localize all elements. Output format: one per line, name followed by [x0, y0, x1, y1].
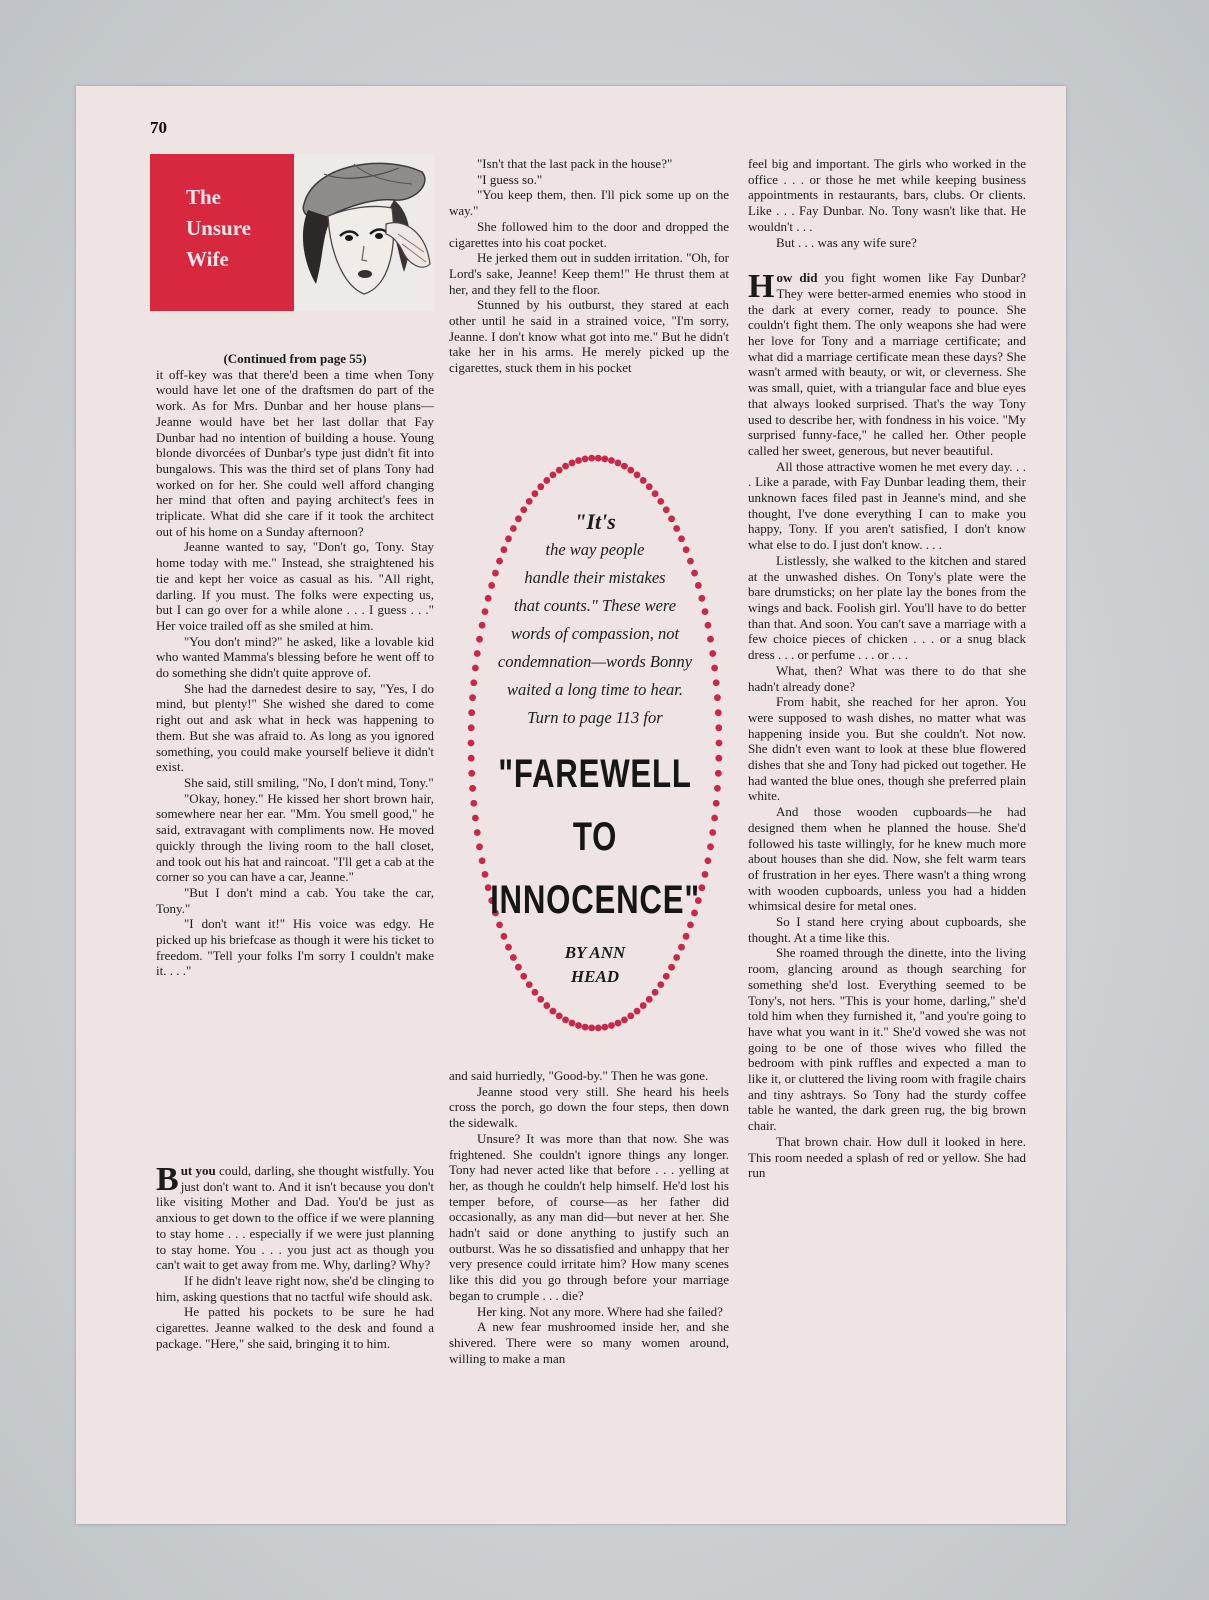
paragraph-text: you fight women like Fay Dunbar? They were better-armed enemies who stood in the dark at every corner, ready to pounce. She couldn't fight them. The only weapons she had were her love for Tony and a marriage certificate; and what did a marriage certificate mean these days? She wasn't armed with beauty, or wit, or cleverness. She was small, quiet, with a triangular face and blue eyes that always looked surprised. That's the way Tony used to describe her, with fondness in his voice. "My surprised funny-face," he called her. Other people called her sweet, generous, but never beautiful.	[748, 270, 1027, 458]
paragraph: Jeanne stood very still. She heard his heels cross the porch, go down the four steps, then down the sidewalk.	[449, 1083, 729, 1131]
paragraph: Listlessly, she walked to the kitchen and stared at the unwashed dishes. On Tony's plate were the bare drumsticks; on her plate lay the bones from the wings and back. Foolish girl. You'll have to do better than that. And soon. You can't save a marriage with a few choice pieces of chicken . . . or a snug black dress . . . or perfume . . . or . . .	[748, 552, 1026, 663]
paragraph: She said, still smiling, "No, I don't mind, Tony."	[184, 774, 434, 790]
paragraph: He patted his pockets to be sure he had cigarettes. Jeanne walked to the desk and found a package. "Here," she said, bringing it to him.	[156, 1304, 434, 1351]
paragraph: Jeanne wanted to say, "Don't go, Tony. Stay home today with me." Instead, she straightened his tie and kept her voice as casual as his. "All right, darling. If you must. The folks were expecting us, but I can go over for a while alone . . . I guess . . ." Her voice trailed off as she smiled at him.	[156, 539, 434, 633]
drop-cap: B	[156, 1161, 179, 1198]
byline-line: BY ANN	[564, 943, 626, 962]
page-number: 70	[150, 118, 167, 137]
quote-line: words of compassion, not	[510, 624, 680, 643]
paragraph: Her king. Not any more. Where had she failed?	[477, 1303, 723, 1319]
paragraph: She followed him to the door and dropped the cigarettes into his coat pocket.	[449, 218, 729, 250]
paragraph: What, then? What was there to do that she hadn't already done?	[748, 662, 1026, 694]
continued-note: (Continued from page 55)	[223, 351, 367, 366]
story-title	[186, 182, 251, 275]
byline-line: HEAD	[570, 967, 620, 986]
title-line: Unsure	[186, 216, 251, 240]
paragraph: She had the darnedest desire to say, "Yes, I do mind, but plenty!" She wished she dared to come right out and ask what in heck was happening to them. But she was afraid to. As long as you ignored something, you could make yourself believe it didn't exist.	[156, 680, 434, 775]
paragraph: "I don't want it!" His voice was edgy. He picked up his briefcase as though it were his ticket to freedom. "Tell your folks I'm sorry I couldn't make it. . . ."	[156, 916, 434, 979]
paragraph: A new fear mushroomed inside her, and she shivered. There were so many women around, willing to make a man	[449, 1319, 729, 1366]
page-reference: Turn to page 113 for	[527, 708, 663, 727]
lead-in: ut you	[180, 1163, 216, 1178]
paragraph: feel big and important. The girls who worked in the office . . . or those he met while keeping business appointments in restaurants, bars, clubs. Or clients. Like . . . Fay Dunbar. No. Tony wasn't like that. He wouldn't . . .	[748, 156, 1026, 234]
column-1	[156, 351, 434, 979]
paragraph: it off-key was that there'd been a time when Tony would have let one of the draftsmen do part of the work. As for Mrs. Dunbar and her house plans—Jeanne would have bet her last dollar that Fay Dunbar had no intention of building a house. Young blonde divorcées of Dunbar's type just didn't fit into bungalows. This was the third set of plans Tony had worked on for her. She could well afford changing her mind that often and paying architect's fees in triplicate. What did she care if it took the architect out of his home on a Sunday afternoon?	[156, 366, 434, 539]
paragraph: "I guess so."	[477, 171, 543, 187]
column-1-section	[156, 1163, 434, 1351]
quote-line: "It's	[574, 509, 616, 534]
promo-quote	[460, 508, 730, 732]
paragraph: "But I don't mind a cab. You take the car, Tony."	[156, 884, 434, 916]
paragraph: "You keep them, then. I'll pick some up on the way."	[449, 187, 729, 219]
magazine-page	[76, 86, 1066, 1524]
paragraph-text: could, darling, she thought wistfully. You just don't want to. And it isn't because you don't like visiting Mother and Dad. You'd be just as anxious to get down to the office if we were planning to stay home . . . especially if we were just planning to stay home. You . . . you just act as though you can't wait to get away from me. Why, darling? Why?	[156, 1163, 434, 1273]
title-line: Wife	[186, 247, 229, 271]
paragraph: Unsure? It was more than that now. She was frightened. She couldn't ignore things any longer. Tony had never acted like that before . . . yelling at her, as though he couldn't help himself. He'd lost his temper before, of course—as her father did occasionally, as any man did—but never at her. She hadn't said or done anything to justify such an outburst. Was he so dissatisfied and unhappy that her very presence could irritate him? How many scenes like this did you go through before your marriage began to crumple . . . die?	[449, 1130, 729, 1303]
quote-line: the way people	[545, 540, 645, 559]
paragraph: But . . . was any wife sure?	[776, 234, 917, 250]
story-header	[150, 154, 434, 311]
quote-line: that counts." These were	[513, 596, 677, 615]
woman-portrait-illustration	[294, 154, 434, 311]
paragraph	[748, 270, 1026, 458]
quote-line: waited a long time to hear.	[507, 680, 683, 699]
promo-title-line: "FAREWELL	[498, 752, 692, 796]
lead-in: ow did	[776, 270, 818, 286]
column-2-section	[449, 1068, 729, 1366]
quote-line: handle their mistakes	[524, 568, 666, 587]
paragraph: He jerked them out in sudden irritation. "Oh, for Lord's sake, Jeanne! Keep them!" He thrust them at her, and they fell to the floor.	[449, 250, 729, 297]
byline	[460, 941, 730, 989]
paragraph: Stunned by his outburst, they stared at each other until he said in a strained voice, "I'm sorry, Jeanne. I don't know what got into me." But he didn't take her in his arms. He merely picked up the cigarettes, stuck them in his pocket	[449, 297, 729, 376]
paragraph: And those wooden cupboards—he had designed them when he planned the house. She'd followed his taste willingly, for he knew much more about houses than she did. Now, she felt warm tears of frustration in her eyes. There wasn't a thing wrong with wooden cupboards, unless you had a hidden whimsical desire for metal ones.	[748, 804, 1026, 914]
paragraph: "Isn't that the last pack in the house?"	[477, 156, 673, 171]
paragraph: She roamed through the dinette, into the living room, glancing around as though searching for something she'd lost. Everything seemed to be Tony's, not hers. "This is your home, darling," she'd told him when they furnished it, "and you're going to have what you want in it." She'd vowed she was not going to be one of those wives who filled the bedroom with pink ruffles and expected a man to like it, or cluttered the living room with fragile chairs and tiny ashtrays. So Tony had the sturdy coffee table he wanted, the dark green rug, the big brown chair.	[748, 945, 1026, 1134]
paragraph: "You don't mind?" he asked, like a lovable kid who wanted Mamma's blessing before he went off to do something she didn't quite approve of.	[156, 633, 434, 681]
paragraph: So I stand here crying about cupboards, she thought. At a time like this.	[748, 914, 1026, 945]
paragraph: From habit, she reached for her apron. You were supposed to wash dishes, no matter what was happening inside you. But she couldn't. Not now. She didn't even want to look at these blue flowered dishes that she and Tony had picked out together. He had wanted the blue ones, though she preferred plain white.	[748, 694, 1026, 804]
paragraph	[156, 1163, 434, 1273]
title-box	[150, 154, 294, 311]
column-3	[748, 156, 1026, 1181]
paragraph: If he didn't leave right now, she'd be clinging to him, asking questions that no tactful wife should ask.	[156, 1272, 434, 1304]
drop-cap: H	[748, 268, 775, 306]
paragraph: That brown chair. How dull it looked in here. This room needed a splash of red or yellow. She had run	[748, 1133, 1026, 1181]
quote-line: condemnation—words Bonny	[497, 652, 693, 671]
promo-title-line: INNOCENCE"	[490, 878, 700, 922]
promo-story-title	[490, 743, 701, 932]
paragraph: All those attractive women he met every day. . . . Like a parade, with Fay Dunbar leading them, their unknown faces filed past in Jeanne's mind, and she thought, I've done everything I can to make you happy, Tony. If you aren't satisfied, I don't know what else to do. I just don't know. . . .	[748, 458, 1026, 553]
paragraph: "Okay, honey." He kissed her short brown hair, somewhere near her ear. "Mm. You smell good," he said, extravagant with compliments now. He moved quickly through the living room to the hall closet, and took out his hat and raincoat. "I'll get a cab at the corner so you can have a car, Jeanne."	[156, 790, 434, 885]
paragraph: and said hurriedly, "Good-by." Then he was gone.	[449, 1068, 709, 1083]
promo-callout	[460, 448, 730, 1038]
title-line: The	[186, 185, 222, 209]
promo-title-line: TO	[572, 815, 618, 859]
column-2	[449, 156, 729, 376]
